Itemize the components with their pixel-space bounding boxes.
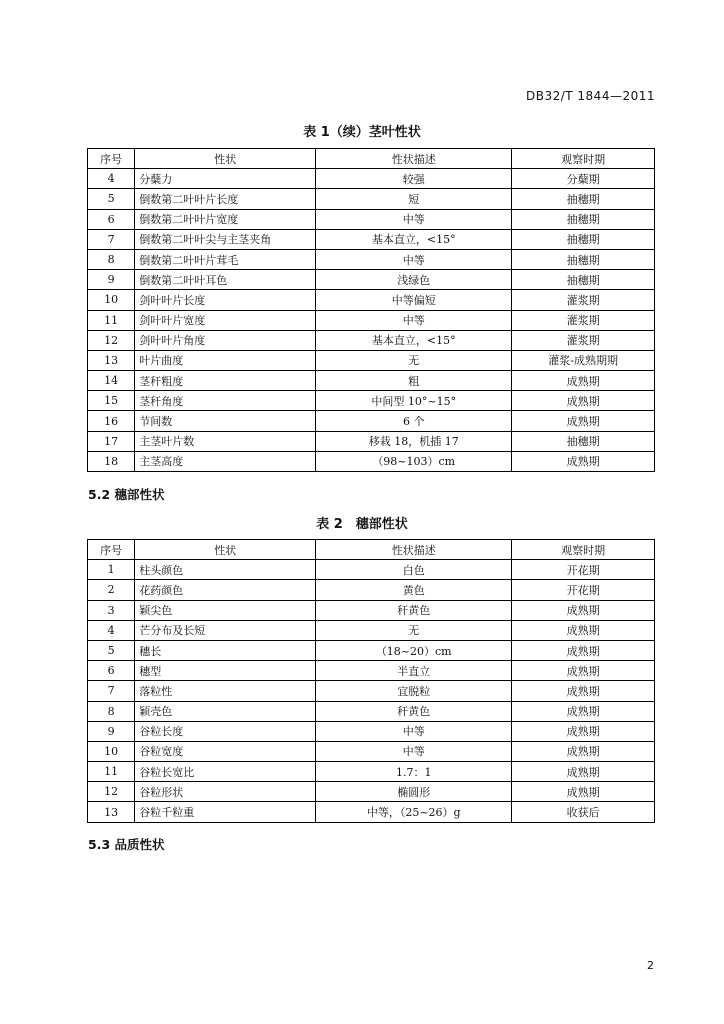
row-number: 8 xyxy=(88,701,135,721)
observation-period: 分蘖期 xyxy=(512,169,655,189)
observation-period: 成熟期 xyxy=(512,371,655,391)
column-header-trait: 性状 xyxy=(135,149,316,169)
table2-caption: 表 2 穗部性状 xyxy=(316,517,408,532)
table-row xyxy=(88,169,655,189)
row-number: 16 xyxy=(88,411,135,431)
trait-description: 中等 xyxy=(316,721,512,741)
observation-period: 收获后 xyxy=(512,802,655,822)
row-number: 6 xyxy=(88,209,135,229)
column-header-trait: 性状 xyxy=(135,540,316,560)
panicle-traits-table xyxy=(87,539,655,823)
table-row xyxy=(88,270,655,290)
observation-period: 开花期 xyxy=(512,560,655,580)
trait-name: 颖壳色 xyxy=(135,701,316,721)
observation-period: 成熟期 xyxy=(512,701,655,721)
table-row xyxy=(88,371,655,391)
table-header-row xyxy=(88,149,655,169)
section-5-3-heading: 5.3 品质性状 xyxy=(88,837,165,852)
trait-description: （18~20）cm xyxy=(316,640,512,660)
row-number: 7 xyxy=(88,229,135,249)
trait-name: 芒分布及长短 xyxy=(135,620,316,640)
trait-name: 落粒性 xyxy=(135,681,316,701)
table-row xyxy=(88,681,655,701)
trait-name: 倒数第二叶叶片茸毛 xyxy=(135,249,316,269)
trait-description: 浅绿色 xyxy=(316,270,512,290)
observation-period: 开花期 xyxy=(512,580,655,600)
table-row xyxy=(88,431,655,451)
trait-name: 谷粒长度 xyxy=(135,721,316,741)
trait-description: 无 xyxy=(316,620,512,640)
trait-name: 谷粒宽度 xyxy=(135,741,316,761)
table-row xyxy=(88,451,655,471)
observation-period: 成熟期 xyxy=(512,741,655,761)
trait-description: 中等偏短 xyxy=(316,290,512,310)
trait-description: 粗 xyxy=(316,371,512,391)
trait-name: 穗长 xyxy=(135,640,316,660)
observation-period: 成熟期 xyxy=(512,782,655,802)
trait-name: 谷粒长宽比 xyxy=(135,762,316,782)
observation-period: 抽穗期 xyxy=(512,249,655,269)
trait-description: 基本直立，<15° xyxy=(316,330,512,350)
trait-description: 中等，（25~26）g xyxy=(316,802,512,822)
row-number: 7 xyxy=(88,681,135,701)
trait-name: 倒数第二叶叶片长度 xyxy=(135,189,316,209)
observation-period: 抽穗期 xyxy=(512,209,655,229)
table-header-row xyxy=(88,540,655,560)
row-number: 6 xyxy=(88,661,135,681)
trait-name: 谷粒千粒重 xyxy=(135,802,316,822)
trait-name: 剑叶叶片宽度 xyxy=(135,310,316,330)
table-row xyxy=(88,580,655,600)
table-row xyxy=(88,721,655,741)
trait-name: 叶片曲度 xyxy=(135,350,316,370)
row-number: 11 xyxy=(88,310,135,330)
trait-name: 倒数第二叶叶耳色 xyxy=(135,270,316,290)
table-row xyxy=(88,600,655,620)
table-row xyxy=(88,701,655,721)
observation-period: 成熟期 xyxy=(512,762,655,782)
trait-description: 中等 xyxy=(316,741,512,761)
trait-name: 谷粒形状 xyxy=(135,782,316,802)
trait-name: 节间数 xyxy=(135,411,316,431)
trait-description: 1.7：1 xyxy=(316,762,512,782)
row-number: 9 xyxy=(88,721,135,741)
trait-description: （98~103）cm xyxy=(316,451,512,471)
column-header-no: 序号 xyxy=(88,540,135,560)
trait-name: 穗型 xyxy=(135,661,316,681)
row-number: 4 xyxy=(88,620,135,640)
trait-description: 基本直立，<15° xyxy=(316,229,512,249)
row-number: 9 xyxy=(88,270,135,290)
trait-description: 移栽 18，机插 17 xyxy=(316,431,512,451)
observation-period: 灌浆-成熟期期 xyxy=(512,350,655,370)
trait-description: 白色 xyxy=(316,560,512,580)
table-row xyxy=(88,350,655,370)
trait-description: 椭圆形 xyxy=(316,782,512,802)
observation-period: 抽穗期 xyxy=(512,270,655,290)
trait-description: 中等 xyxy=(316,310,512,330)
row-number: 13 xyxy=(88,350,135,370)
row-number: 10 xyxy=(88,290,135,310)
row-number: 15 xyxy=(88,391,135,411)
trait-name: 颖尖色 xyxy=(135,600,316,620)
table-row xyxy=(88,640,655,660)
table1-caption: 表 1（续）茎叶性状 xyxy=(303,125,421,140)
row-number: 13 xyxy=(88,802,135,822)
table-row xyxy=(88,229,655,249)
row-number: 11 xyxy=(88,762,135,782)
row-number: 18 xyxy=(88,451,135,471)
row-number: 5 xyxy=(88,189,135,209)
table-row xyxy=(88,290,655,310)
section-5-2-heading: 5.2 穗部性状 xyxy=(88,487,165,502)
table-row xyxy=(88,310,655,330)
trait-description: 短 xyxy=(316,189,512,209)
trait-description: 半直立 xyxy=(316,661,512,681)
trait-name: 剑叶叶片长度 xyxy=(135,290,316,310)
column-header-period: 观察时期 xyxy=(512,540,655,560)
row-number: 3 xyxy=(88,600,135,620)
trait-name: 茎秆角度 xyxy=(135,391,316,411)
trait-name: 茎秆粗度 xyxy=(135,371,316,391)
observation-period: 成熟期 xyxy=(512,600,655,620)
observation-period: 成熟期 xyxy=(512,620,655,640)
observation-period: 成熟期 xyxy=(512,681,655,701)
observation-period: 成熟期 xyxy=(512,451,655,471)
row-number: 1 xyxy=(88,560,135,580)
observation-period: 抽穗期 xyxy=(512,431,655,451)
column-header-description: 性状描述 xyxy=(316,149,512,169)
row-number: 10 xyxy=(88,741,135,761)
observation-period: 灌浆期 xyxy=(512,330,655,350)
trait-name: 倒数第二叶叶片宽度 xyxy=(135,209,316,229)
column-header-period: 观察时期 xyxy=(512,149,655,169)
observation-period: 抽穗期 xyxy=(512,189,655,209)
table-row xyxy=(88,189,655,209)
column-header-no: 序号 xyxy=(88,149,135,169)
stem-leaf-traits-table xyxy=(87,148,655,472)
page-number: 2 xyxy=(647,959,654,972)
row-number: 5 xyxy=(88,640,135,660)
trait-name: 主茎高度 xyxy=(135,451,316,471)
row-number: 14 xyxy=(88,371,135,391)
trait-name: 剑叶叶片角度 xyxy=(135,330,316,350)
observation-period: 成熟期 xyxy=(512,661,655,681)
observation-period: 抽穗期 xyxy=(512,229,655,249)
observation-period: 灌浆期 xyxy=(512,290,655,310)
trait-description: 较强 xyxy=(316,169,512,189)
row-number: 12 xyxy=(88,782,135,802)
row-number: 2 xyxy=(88,580,135,600)
observation-period: 成熟期 xyxy=(512,721,655,741)
row-number: 12 xyxy=(88,330,135,350)
observation-period: 成熟期 xyxy=(512,411,655,431)
table-row xyxy=(88,411,655,431)
table-row xyxy=(88,391,655,411)
table-row xyxy=(88,330,655,350)
row-number: 8 xyxy=(88,249,135,269)
table-row xyxy=(88,782,655,802)
trait-name: 主茎叶片数 xyxy=(135,431,316,451)
trait-description: 中等 xyxy=(316,249,512,269)
trait-name: 花药颜色 xyxy=(135,580,316,600)
table-row xyxy=(88,802,655,822)
document-code: DB32/T 1844—2011 xyxy=(525,89,655,103)
table-row xyxy=(88,661,655,681)
table-row xyxy=(88,762,655,782)
observation-period: 成熟期 xyxy=(512,391,655,411)
trait-description: 中间型 10°~15° xyxy=(316,391,512,411)
table-row xyxy=(88,209,655,229)
trait-name: 分蘖力 xyxy=(135,169,316,189)
row-number: 4 xyxy=(88,169,135,189)
table-row xyxy=(88,620,655,640)
table-row xyxy=(88,249,655,269)
trait-description: 秆黄色 xyxy=(316,600,512,620)
row-number: 17 xyxy=(88,431,135,451)
trait-description: 秆黄色 xyxy=(316,701,512,721)
trait-description: 中等 xyxy=(316,209,512,229)
trait-description: 黄色 xyxy=(316,580,512,600)
observation-period: 灌浆期 xyxy=(512,310,655,330)
column-header-description: 性状描述 xyxy=(316,540,512,560)
table-row xyxy=(88,560,655,580)
table-row xyxy=(88,741,655,761)
trait-description: 无 xyxy=(316,350,512,370)
trait-name: 倒数第二叶叶尖与主茎夹角 xyxy=(135,229,316,249)
trait-description: 宜脱粒 xyxy=(316,681,512,701)
trait-name: 柱头颜色 xyxy=(135,560,316,580)
trait-description: 6 个 xyxy=(316,411,512,431)
observation-period: 成熟期 xyxy=(512,640,655,660)
